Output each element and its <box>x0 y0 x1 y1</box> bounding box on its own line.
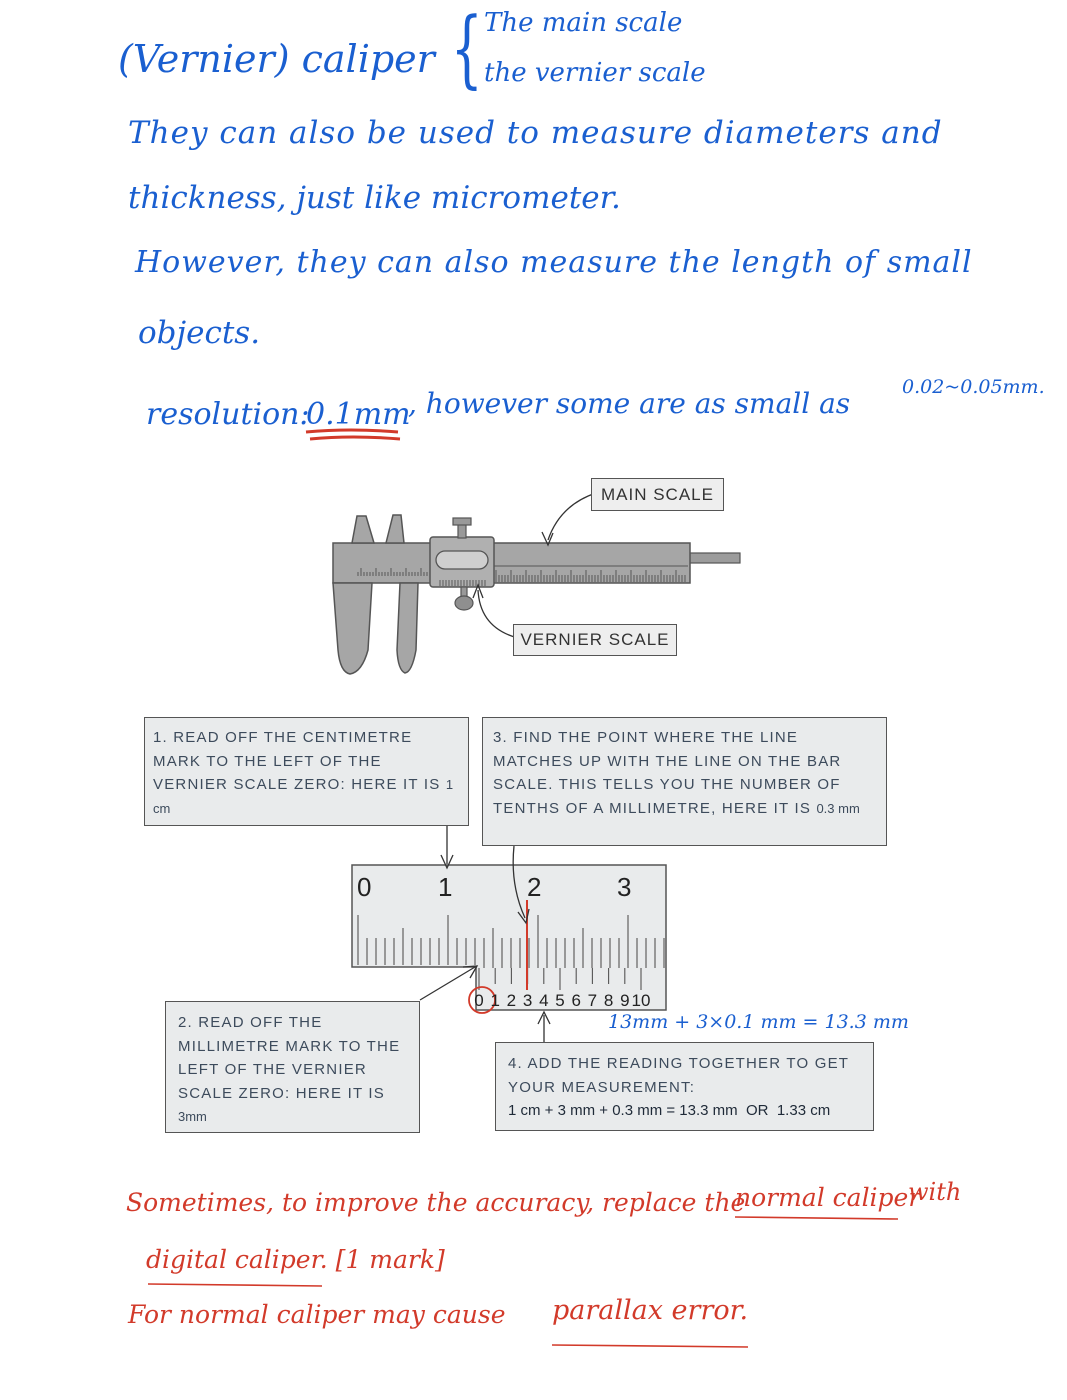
resolution-label: resolution: <box>146 397 310 432</box>
footer-line-1a: Sometimes, to improve the accuracy, replace the <box>126 1188 746 1217</box>
vernier-number-9: 9 <box>620 991 630 1010</box>
resolution-underline-2 <box>310 437 400 439</box>
step2-text: 2. READ OFF THE MILLIMETRE MARK TO THE LEFT OF THE VERNIER SCALE ZERO: HERE IT IS <box>178 1014 401 1102</box>
main-scale-tag <box>591 478 724 511</box>
step2-box <box>165 1001 420 1133</box>
vernier-scale-tag <box>513 624 677 656</box>
resolution-small: 0.02~0.05mm. <box>902 376 1045 398</box>
step3-value: 0.3 mm <box>816 800 860 816</box>
main-scale-arrow <box>548 493 596 540</box>
notes-line-1: They can also be used to measure diameters and <box>128 115 943 151</box>
footer-line-2: digital caliper. [1 mark] <box>146 1245 445 1274</box>
notes-line-3: However, they can also measure the length of small <box>135 245 973 280</box>
brace-icon: { <box>450 0 483 97</box>
vernier-number-6: 6 <box>571 991 581 1010</box>
main-number-1: 1 <box>438 872 453 902</box>
step1-value: 1 cm <box>153 777 454 816</box>
step4-box <box>495 1042 874 1131</box>
vernier-number-5: 5 <box>555 991 565 1010</box>
resolution-rest: , however some are as small as <box>408 387 851 420</box>
notes-line-4: objects. <box>138 315 261 351</box>
footer-line-1c: with <box>908 1178 962 1206</box>
step3-text: 3. FIND THE POINT WHERE THE LINE MATCHES UP WITH THE LINE ON THE BAR SCALE. THIS TELLS YOU THE NUMBER OF TENTHS OF A MILLIMETRE, HERE IT IS <box>493 729 842 817</box>
vernier-number-8: 8 <box>603 991 614 1010</box>
vernier-number-3: 3 <box>522 991 533 1010</box>
footer-line-3a: For normal caliper may cause <box>128 1300 506 1329</box>
step1-box <box>144 717 469 826</box>
vernier-number-2: 2 <box>506 991 517 1010</box>
calculation-note: 13mm + 3×0.1 mm = 13.3 mm <box>608 1011 909 1033</box>
step4-text: 4. ADD THE READING TOGETHER TO GET YOUR MEASUREMENT: <box>508 1055 849 1096</box>
brace-item-vernier-scale: the vernier scale <box>484 58 706 88</box>
brace-item-main-scale: The main scale <box>484 8 683 38</box>
step2-value: 3mm <box>178 1109 207 1124</box>
step3-box <box>482 717 887 846</box>
main-number-0: 0 <box>357 872 372 902</box>
vernier-number-7: 7 <box>587 991 598 1010</box>
vernier-scale-tag-label: VERNIER SCALE <box>520 630 670 649</box>
vernier-number-1: 1 <box>490 991 500 1010</box>
main-number-3: 3 <box>617 872 632 902</box>
resolution-value: 0.1mm <box>306 397 411 432</box>
footer-line-3b: parallax error. <box>552 1295 749 1326</box>
vernier-number-0: 0 <box>474 991 484 1010</box>
notes-line-2: thickness, just like micrometer. <box>128 180 621 216</box>
step4-sum: 1 cm + 3 mm + 0.3 mm = 13.3 mm <box>508 1102 738 1119</box>
step4-alt: 1.33 cm <box>776 1102 831 1119</box>
footer-line-1b: normal caliper <box>735 1183 921 1212</box>
resolution-underline <box>306 430 398 432</box>
main-number-2: 2 <box>527 872 542 902</box>
notes-title: (Vernier) caliper <box>118 37 435 81</box>
vernier-scale-arrow <box>478 590 518 638</box>
step4-or: OR <box>746 1102 769 1119</box>
step2-arrow <box>420 967 475 1000</box>
main-scale-tag-label: MAIN SCALE <box>601 485 714 504</box>
vernier-number-10: 10 <box>631 991 651 1010</box>
vernier-number-4: 4 <box>539 991 549 1010</box>
step1-text: 1. READ OFF THE CENTIMETRE MARK TO THE LEFT OF THE VERNIER SCALE ZERO: HERE IT IS <box>153 729 441 793</box>
